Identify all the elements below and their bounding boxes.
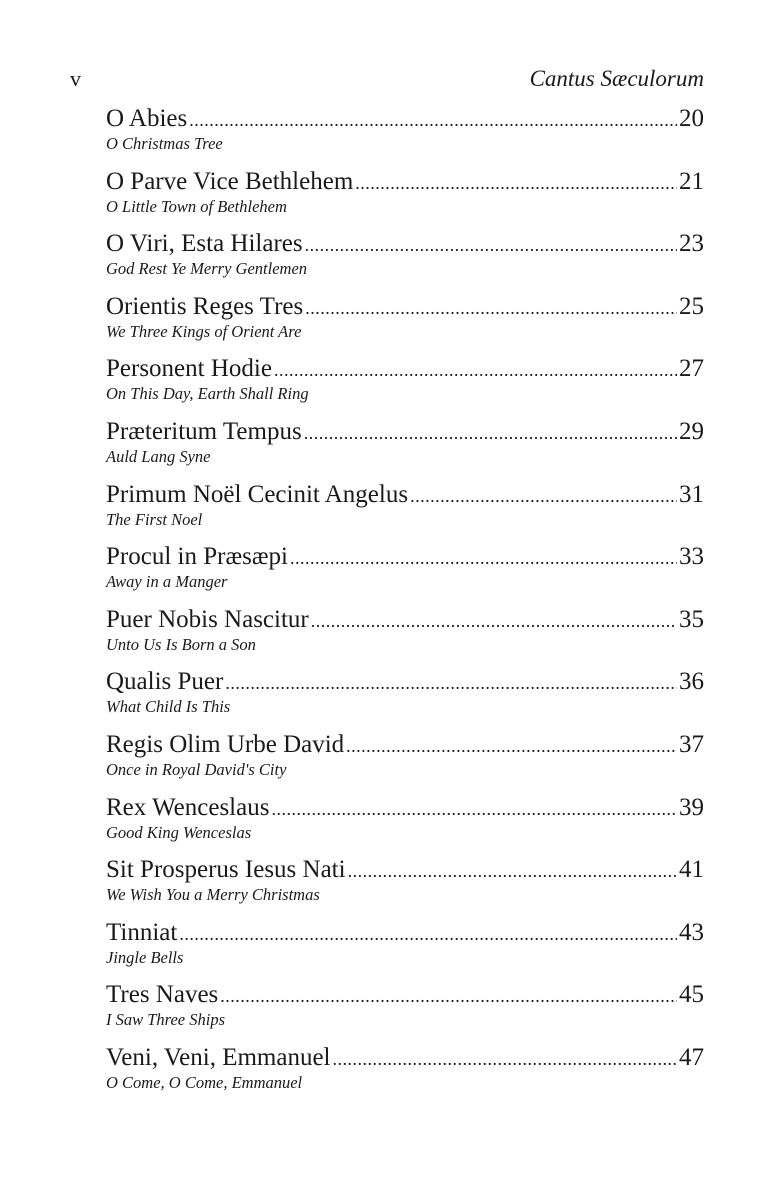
toc-entry-page-number: 23 bbox=[679, 230, 704, 258]
dot-leader bbox=[346, 731, 677, 761]
dot-leader bbox=[225, 668, 677, 698]
toc-entry-title: Regis Olim Urbe David bbox=[106, 730, 345, 758]
toc-entry-subtitle: Good King Wenceslas bbox=[106, 822, 252, 842]
toc-entry-subtitle: Once in Royal David's City bbox=[106, 759, 287, 779]
toc-entry[interactable] bbox=[106, 980, 704, 1043]
toc-entry-title: Tinniat bbox=[106, 918, 178, 946]
dot-leader bbox=[348, 856, 677, 886]
toc-entry-title: Primum Noël Cecinit Angelus bbox=[106, 480, 409, 508]
toc-entry-title: Rex Wenceslaus bbox=[106, 793, 270, 821]
toc-entry-subtitle: What Child Is This bbox=[106, 697, 231, 717]
table-of-contents bbox=[106, 104, 704, 1106]
toc-entry-page-number: 27 bbox=[679, 355, 704, 383]
toc-entry-page-number: 43 bbox=[679, 918, 704, 946]
toc-entry-line bbox=[106, 480, 704, 510]
toc-entry-line bbox=[106, 605, 704, 635]
toc-entry-line bbox=[106, 542, 704, 572]
toc-entry-subtitle: O Christmas Tree bbox=[106, 134, 223, 153]
toc-entry-subtitle: O Little Town of Bethlehem bbox=[106, 196, 287, 216]
book-title: Cantus Sæculorum bbox=[529, 66, 704, 91]
toc-entry[interactable] bbox=[106, 167, 704, 230]
dot-leader bbox=[290, 543, 677, 573]
toc-entry-line bbox=[106, 793, 704, 823]
toc-entry-line bbox=[106, 918, 704, 948]
toc-entry-subtitle: Auld Lang Syne bbox=[106, 446, 211, 466]
toc-entry-title: Orientis Reges Tres bbox=[106, 292, 304, 320]
toc-entry-subtitle: O Come, O Come, Emmanuel bbox=[106, 1072, 303, 1092]
toc-entry-subtitle: The First Noel bbox=[106, 509, 203, 529]
toc-entry-page-number: 47 bbox=[679, 1043, 704, 1071]
toc-entry[interactable] bbox=[106, 292, 704, 355]
toc-entry-page-number: 36 bbox=[679, 668, 704, 696]
toc-entry[interactable] bbox=[106, 354, 704, 417]
toc-entry[interactable] bbox=[106, 855, 704, 918]
toc-entry-page-number: 33 bbox=[679, 543, 704, 571]
toc-entry-line bbox=[106, 1043, 704, 1073]
dot-leader bbox=[304, 418, 677, 448]
toc-entry[interactable] bbox=[106, 417, 704, 480]
toc-entry-line bbox=[106, 229, 704, 259]
toc-entry-page-number: 35 bbox=[679, 605, 704, 633]
toc-entry-line bbox=[106, 354, 704, 384]
toc-entry-subtitle: We Three Kings of Orient Are bbox=[106, 321, 302, 341]
toc-entry-page-number: 25 bbox=[679, 292, 704, 320]
toc-entry-title: O Viri, Esta Hilares bbox=[106, 230, 303, 258]
toc-entry-title: Personent Hodie bbox=[106, 355, 272, 383]
toc-entry[interactable] bbox=[106, 229, 704, 292]
toc-entry-line bbox=[106, 292, 704, 322]
toc-entry-line bbox=[106, 855, 704, 885]
toc-entry[interactable] bbox=[106, 480, 704, 543]
toc-entry-line bbox=[106, 730, 704, 760]
toc-entry[interactable] bbox=[106, 667, 704, 730]
toc-entry-title: Qualis Puer bbox=[106, 668, 224, 696]
toc-entry[interactable] bbox=[106, 104, 704, 167]
dot-leader bbox=[410, 481, 677, 511]
page-number: v bbox=[70, 66, 81, 91]
dot-leader bbox=[333, 1044, 678, 1074]
toc-entry-title: Præteritum Tempus bbox=[106, 417, 302, 445]
toc-entry-line bbox=[106, 667, 704, 697]
toc-entry-title: Procul in Præsæpi bbox=[106, 543, 288, 571]
toc-entry-line bbox=[106, 417, 704, 447]
toc-entry[interactable] bbox=[106, 730, 704, 793]
toc-entry-subtitle: On This Day, Earth Shall Ring bbox=[106, 384, 309, 404]
toc-entry-title: Puer Nobis Nascitur bbox=[106, 605, 309, 633]
dot-leader bbox=[271, 794, 677, 824]
toc-entry[interactable] bbox=[106, 918, 704, 981]
dot-leader bbox=[274, 355, 677, 385]
running-head bbox=[70, 66, 704, 96]
toc-entry[interactable] bbox=[106, 542, 704, 605]
toc-entry-subtitle: I Saw Three Ships bbox=[106, 1010, 226, 1030]
toc-entry-subtitle: Jingle Bells bbox=[106, 947, 184, 967]
toc-entry[interactable] bbox=[106, 793, 704, 856]
dot-leader bbox=[311, 606, 677, 636]
toc-entry-title: Sit Prosperus Iesus Nati bbox=[106, 856, 346, 884]
toc-entry[interactable] bbox=[106, 605, 704, 668]
toc-entry[interactable] bbox=[106, 1043, 704, 1106]
toc-entry-title: Tres Naves bbox=[106, 981, 219, 1009]
toc-entry-title: O Parve Vice Bethlehem bbox=[106, 167, 354, 195]
dot-leader bbox=[305, 230, 677, 260]
dot-leader bbox=[305, 293, 677, 323]
toc-entry-subtitle: Unto Us Is Born a Son bbox=[106, 634, 256, 654]
toc-entry-subtitle: Away in a Manger bbox=[106, 572, 228, 592]
toc-entry-page-number: 41 bbox=[679, 856, 704, 884]
toc-entry-page-number: 29 bbox=[679, 417, 704, 445]
toc-entry-page-number: 45 bbox=[679, 981, 704, 1009]
toc-entry-subtitle: God Rest Ye Merry Gentlemen bbox=[106, 259, 308, 279]
dot-leader bbox=[220, 981, 677, 1011]
toc-entry-page-number: 37 bbox=[679, 730, 704, 758]
dot-leader bbox=[355, 168, 677, 198]
toc-entry-page-number: 21 bbox=[679, 167, 704, 195]
dot-leader bbox=[189, 105, 677, 135]
toc-entry-subtitle: We Wish You a Merry Christmas bbox=[106, 885, 320, 905]
toc-entry-page-number: 31 bbox=[679, 480, 704, 508]
toc-entry-title: O Abies bbox=[106, 105, 188, 132]
toc-entry-title: Veni, Veni, Emmanuel bbox=[106, 1043, 331, 1071]
dot-leader bbox=[179, 919, 677, 949]
toc-entry-page-number: 39 bbox=[679, 793, 704, 821]
toc-entry-line bbox=[106, 980, 704, 1010]
toc-entry-page-number: 20 bbox=[679, 105, 704, 132]
toc-entry-line bbox=[106, 104, 704, 134]
toc-entry-line bbox=[106, 167, 704, 197]
